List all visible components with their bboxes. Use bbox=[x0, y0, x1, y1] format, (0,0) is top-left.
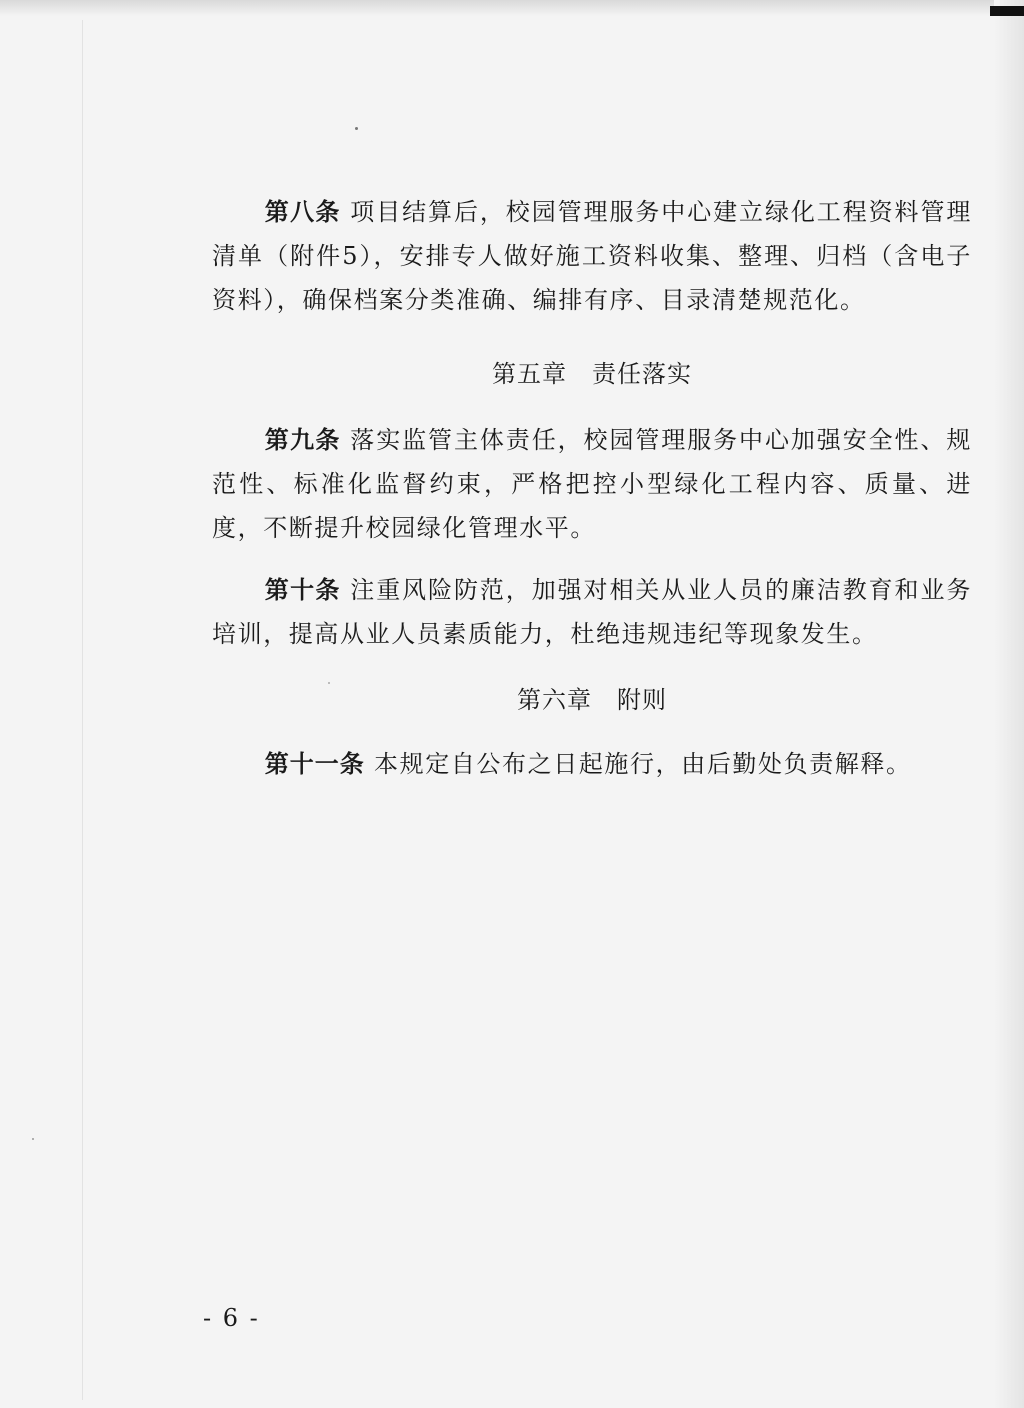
scan-fold-line bbox=[82, 20, 83, 1400]
article-9-text: 落实监管主体责任，校园管理服务中心加强安全性、规范性、标准化监督约束，严格把控小型绿化工程内容、质量、进度，不断提升校园绿化管理水平。 bbox=[212, 426, 972, 542]
scan-right-edge bbox=[994, 0, 1024, 1408]
article-11-label: 第十一条 bbox=[264, 750, 365, 778]
chapter-5-heading: 第五章 责任落实 bbox=[492, 360, 692, 388]
article-9-label: 第九条 bbox=[264, 426, 341, 454]
scan-speck bbox=[355, 127, 358, 130]
article-10-paragraph bbox=[212, 568, 972, 656]
article-11-text: 本规定自公布之日起施行，由后勤处负责解释。 bbox=[374, 750, 912, 778]
scan-speck bbox=[32, 1138, 34, 1140]
article-11-paragraph bbox=[212, 742, 972, 786]
scan-top-edge bbox=[0, 0, 1024, 16]
article-10-label: 第十条 bbox=[264, 576, 341, 604]
page-number: - 6 - bbox=[203, 1304, 260, 1332]
article-8-paragraph bbox=[212, 190, 972, 322]
article-8-text: 项目结算后，校园管理服务中心建立绿化工程资料管理清单（附件5），安排专人做好施工资料收集、整理、归档（含电子资料），确保档案分类准确、编排有序、目录清楚规范化。 bbox=[212, 198, 972, 314]
article-9-paragraph bbox=[212, 418, 972, 550]
scan-corner-mark bbox=[990, 6, 1024, 16]
article-8-label: 第八条 bbox=[264, 198, 341, 226]
article-10-text: 注重风险防范，加强对相关从业人员的廉洁教育和业务培训，提高从业人员素质能力，杜绝违规违纪等现象发生。 bbox=[212, 576, 972, 648]
chapter-6-heading: 第六章 附则 bbox=[517, 686, 667, 714]
